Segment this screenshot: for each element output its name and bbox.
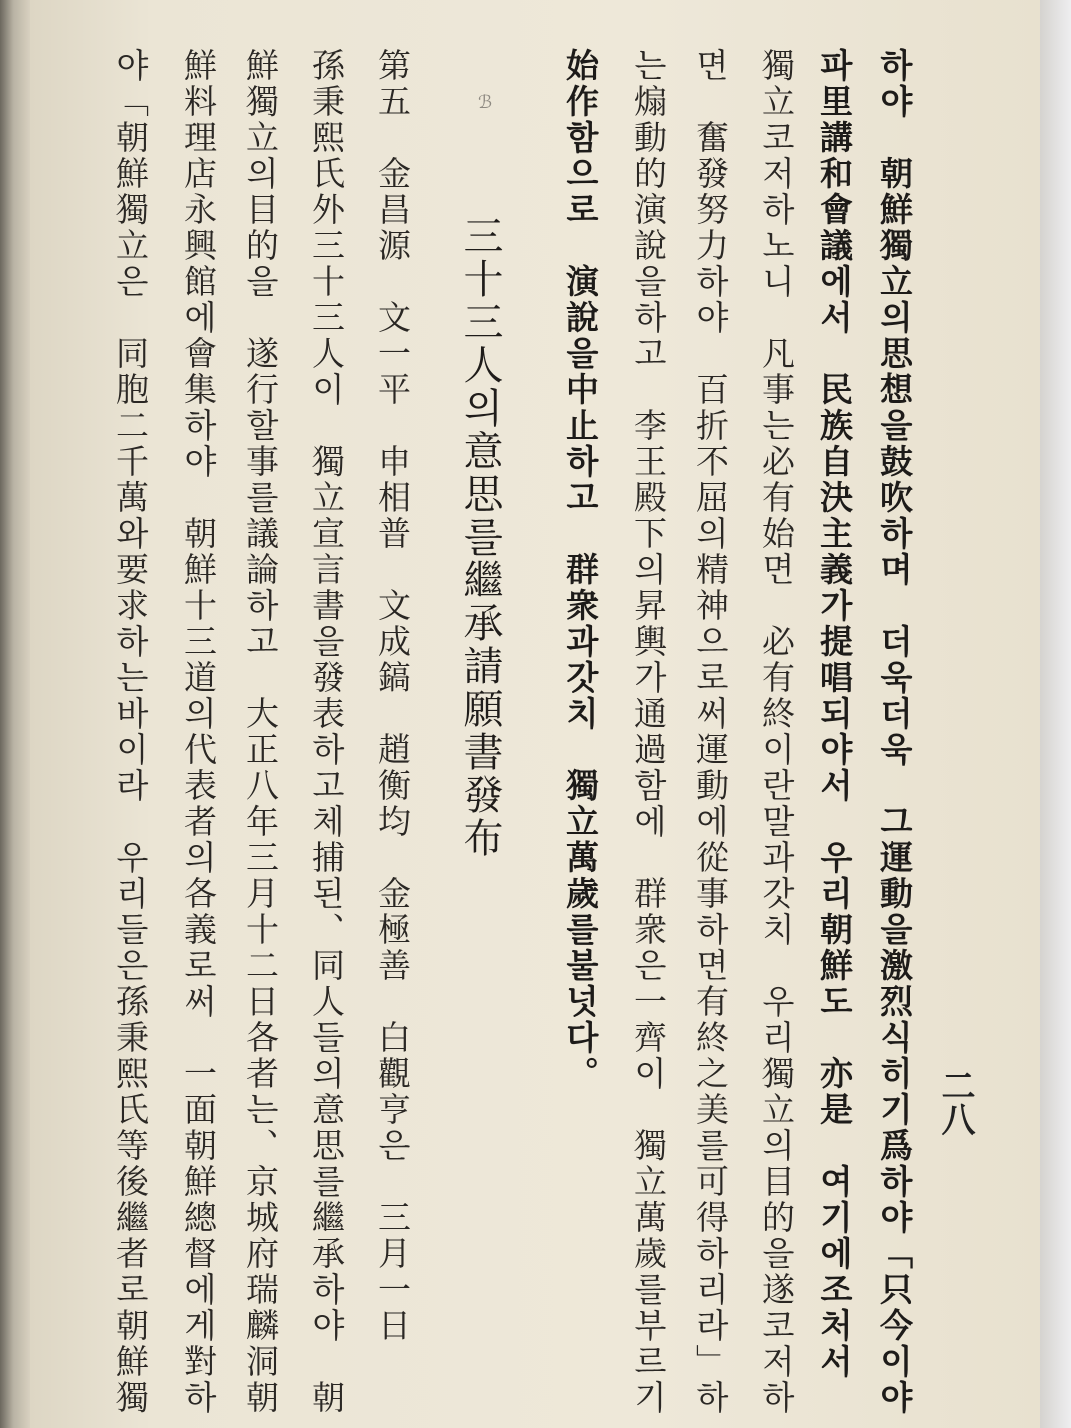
text-column-3: 獨立코저하노니 凡事는必有始면 必有終이란말과갓치 우리獨立의目的을遂코저하 [757,48,796,1416]
text-column-5: 는煽動的演說을하고 李王殿下의昇輿가通過함에 群衆은一齊이 獨立萬歲를부르기 [629,48,668,1416]
text-column-2: 파里講和會議에서 民族自決主義가提唱되야서 우리朝鮮도 亦是 여기에조처서 [815,48,854,1380]
text-column-11: 야「朝鮮獨立은 同胞二千萬와要求하는바이라 우리들은孫秉熙氏等後繼者로朝鮮獨 [111,48,150,1416]
section-title: 三十三人의意思를繼承請願書發布 [457,215,503,860]
page-number: 二八 [935,1068,975,1136]
text-column-9: 鮮獨立의目的을 遂行할事를議論하고 大正八年三月十二日各者는、京城府瑞麟洞朝 [241,48,280,1416]
text-column-4: 면 奮發努力하야 百折不屈의精神으로써運動에從事하면有終之美를可得하리라」하 [691,48,730,1416]
text-column-10: 鮮料理店永興館에會集하야 朝鮮十三道의代表者의各義로써 一面朝鮮總督에게對하 [179,48,218,1416]
text-column-1: 하야 朝鮮獨立의思想을鼓吹하며 더욱더욱 그運動을激烈식히기爲하야「只今이야 [875,48,914,1416]
text-column-7: 第五 金昌源 文一平 申相普 文成鎬 趙衡均 金極善 白觀亨은 三月一日 [373,48,412,1344]
ink-smudge: ℬ [478,92,493,113]
page-edge [1040,0,1071,1428]
text-column-8: 孫秉熙氏外三十三人이 獨立宣言書을發表하고체捕된、同人들의意思를繼承하야 朝 [307,48,346,1416]
text-column-6: 始作함으로 演說을中止하고 群衆과갓치 獨立萬歲를불넛다。 [561,48,600,1092]
book-spine [0,0,30,1428]
